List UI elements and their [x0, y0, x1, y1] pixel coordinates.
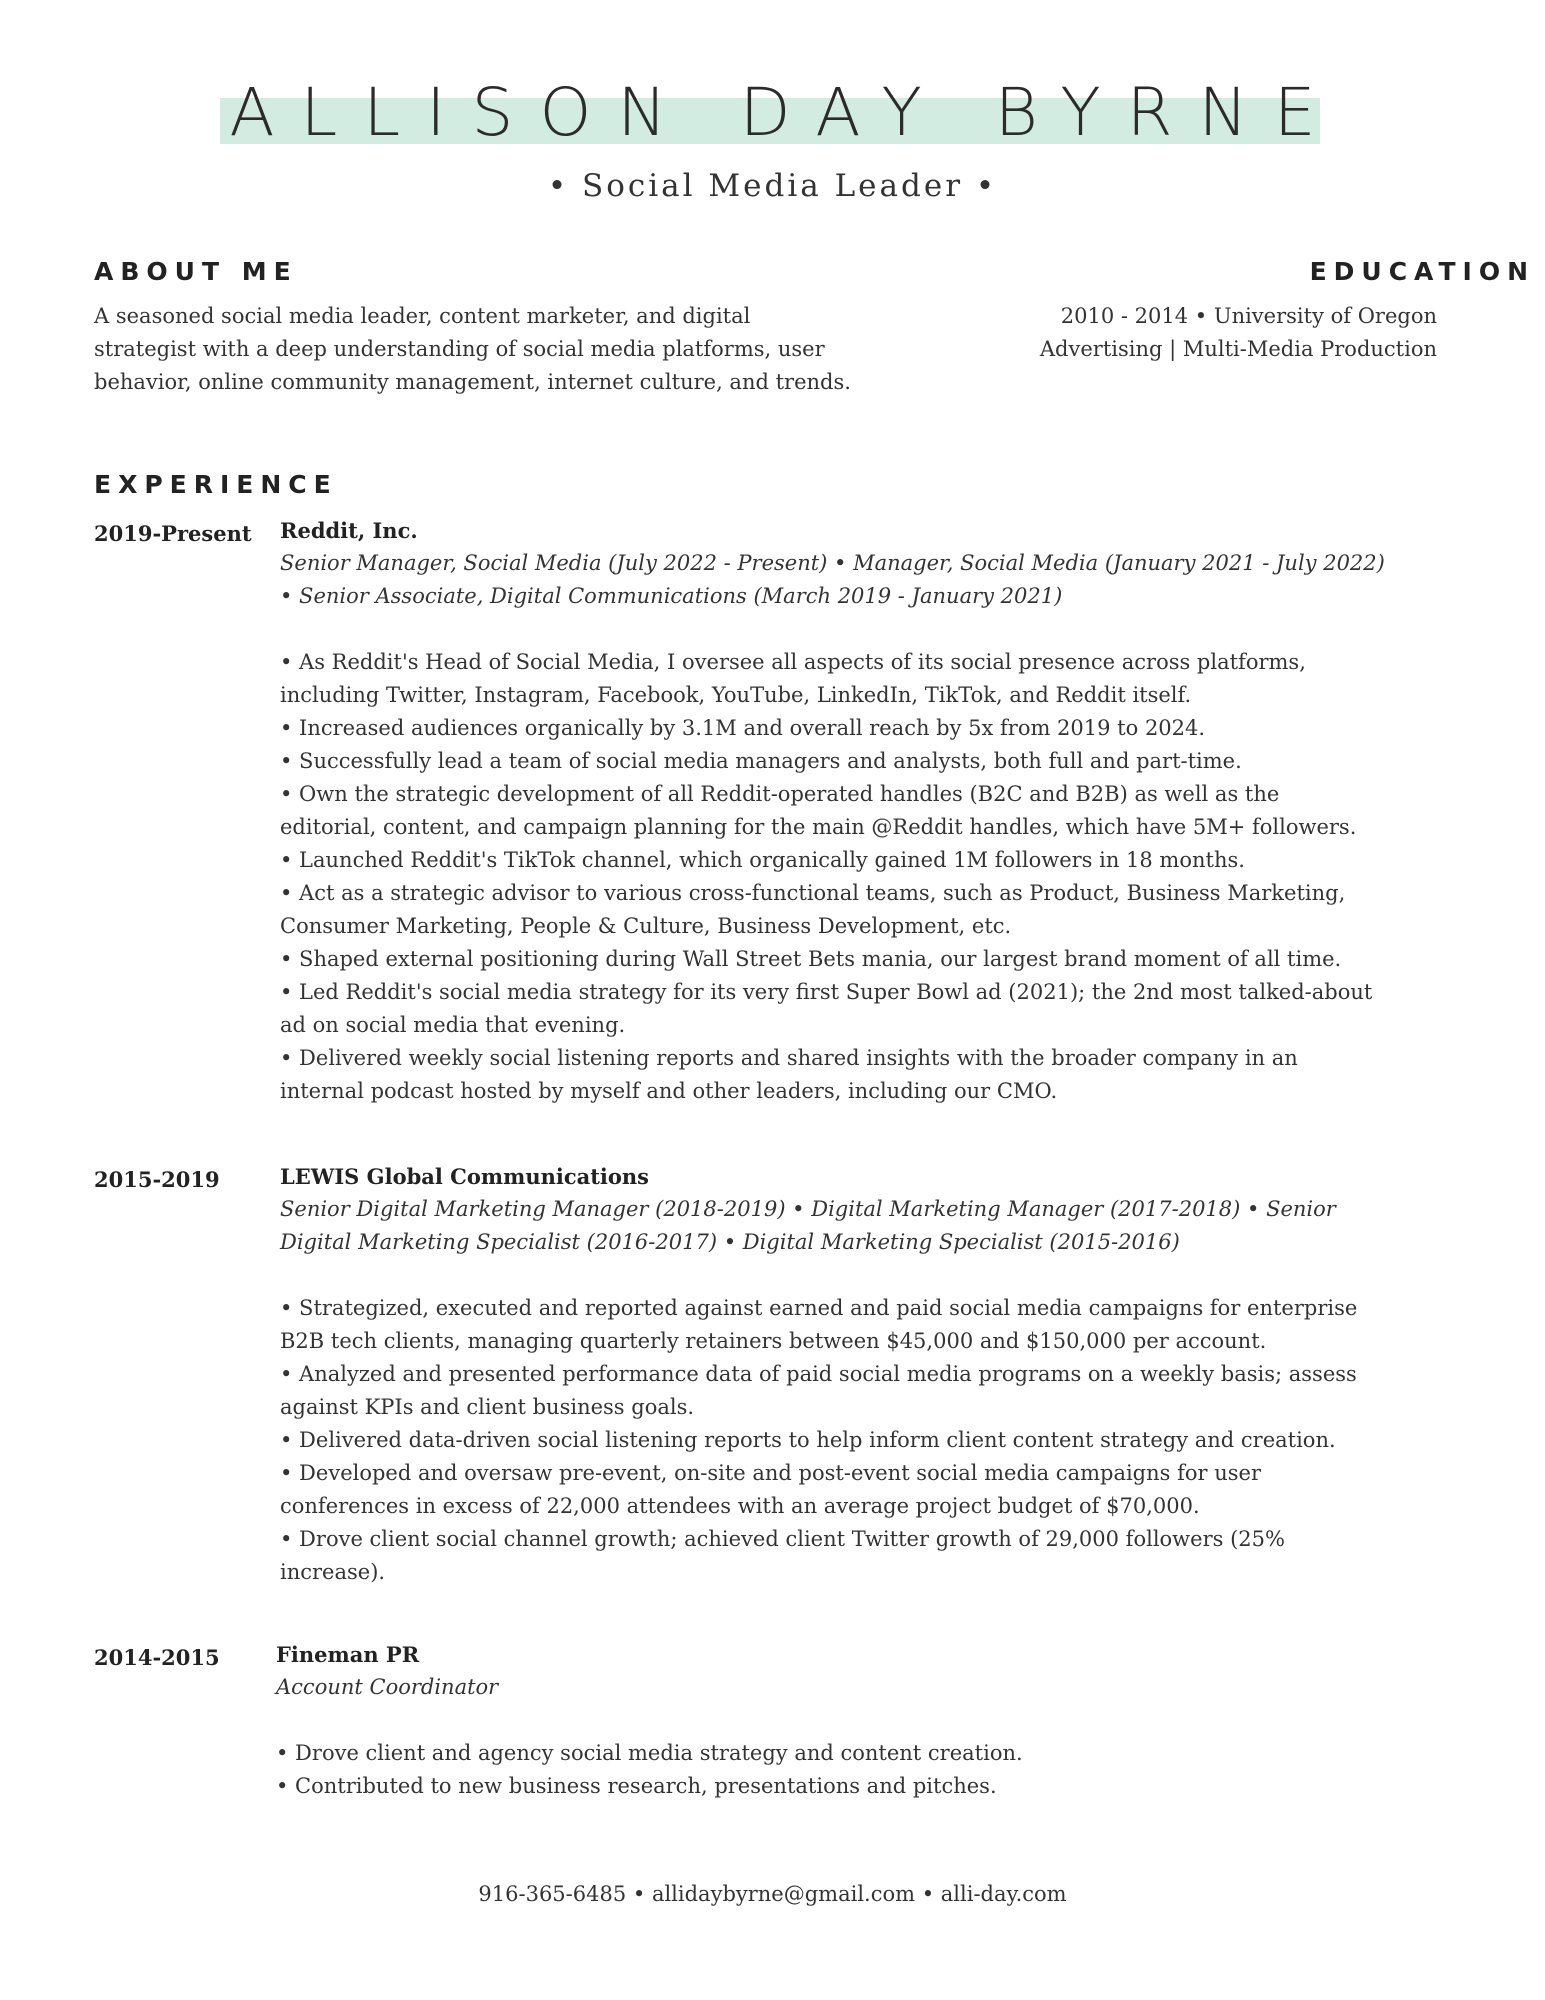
job-bullet-line: • Increased audiences organically by 3.1M and overall reach by 5x from 2019 to 2024.: [280, 716, 1206, 740]
job-company: Reddit, Inc.: [280, 518, 418, 543]
job-bullet-line: • Developed and oversaw pre-event, on-site and post-event social media campaigns for user: [280, 1461, 1262, 1485]
job-bullet-line: • Successfully lead a team of social media managers and analysts, both full and part-time.: [280, 749, 1242, 773]
name-header: [0, 74, 1545, 151]
job-bullet-line: • Led Reddit's social media strategy for its very first Super Bowl ad (2021); the 2nd most talked-about: [280, 980, 1373, 1004]
job-entry-fineman: [276, 1638, 1023, 1803]
education-line: 2010 - 2014 • University of Oregon: [1060, 304, 1437, 328]
job-company: LEWIS Global Communications: [280, 1164, 649, 1189]
education-text: [1040, 300, 1437, 366]
job-bullet-line: • Strategized, executed and reported against earned and paid social media campaigns for enterprise: [280, 1296, 1358, 1320]
job-bullet-line: • As Reddit's Head of Social Media, I oversee all aspects of its social presence across platforms,: [280, 650, 1306, 674]
job-bullet-line: Consumer Marketing, People & Culture, Business Development, etc.: [280, 914, 1012, 938]
education-line: Advertising | Multi-Media Production: [1039, 337, 1437, 361]
job-bullet-line: • Drove client and agency social media strategy and content creation.: [276, 1741, 1023, 1765]
job-bullet-line: internal podcast hosted by myself and other leaders, including our CMO.: [280, 1079, 1058, 1103]
about-line: strategist with a deep understanding of social media platforms, user: [94, 337, 825, 361]
job-role-line: Digital Marketing Specialist (2016-2017) • Digital Marketing Specialist (2015-2016): [280, 1230, 1180, 1254]
about-line: A seasoned social media leader, content marketer, and digital: [94, 304, 751, 328]
job-bullet-line: editorial, content, and campaign planning for the main @Reddit handles, which have 5M+ followers.: [280, 815, 1357, 839]
job-bullet-line: • Shaped external positioning during Wall Street Bets mania, our largest brand moment of all time.: [280, 947, 1342, 971]
job-bullet-line: • Launched Reddit's TikTok channel, which organically gained 1M followers in 18 months.: [280, 848, 1245, 872]
job-role-line: Account Coordinator: [276, 1675, 499, 1699]
job-bullet-line: • Own the strategic development of all Reddit-operated handles (B2C and B2B) as well as the: [280, 782, 1280, 806]
about-line: behavior, online community management, internet culture, and trends.: [94, 370, 851, 394]
about-text: [94, 300, 851, 399]
about-heading: ABOUT ME: [94, 257, 298, 286]
job-bullet-line: including Twitter, Instagram, Facebook, YouTube, LinkedIn, TikTok, and Reddit itself.: [280, 683, 1192, 707]
job-bullet-line: • Contributed to new business research, presentations and pitches.: [276, 1774, 997, 1798]
job-years: 2015-2019: [94, 1167, 220, 1192]
job-role-line: • Senior Associate, Digital Communications (March 2019 - January 2021): [280, 584, 1063, 608]
job-bullet-line: • Delivered weekly social listening reports and shared insights with the broader company in an: [280, 1046, 1298, 1070]
job-years: 2019-Present: [94, 521, 252, 546]
candidate-name: ALLISON DAY BYRNE: [229, 74, 1342, 151]
job-role-line: Senior Manager, Social Media (July 2022 - Present) • Manager, Social Media (January 2021 - July 2022): [280, 551, 1385, 575]
job-company: Fineman PR: [276, 1642, 420, 1667]
job-bullet-line: conferences in excess of 22,000 attendees with an average project budget of $70,000.: [280, 1494, 1200, 1518]
job-entry-reddit: [280, 514, 1385, 1108]
contact-info: 916-365-6485 • allidaybyrne@gmail.com • alli-day.com: [478, 1882, 1067, 1906]
job-role-line: Senior Digital Marketing Manager (2018-2019) • Digital Marketing Manager (2017-2018) • Senior: [280, 1197, 1336, 1221]
job-entry-lewis: [280, 1160, 1357, 1589]
experience-heading: EXPERIENCE: [94, 470, 338, 499]
job-bullet-line: • Analyzed and presented performance data of paid social media programs on a weekly basis; assess: [280, 1362, 1357, 1386]
job-bullet-line: against KPIs and client business goals.: [280, 1395, 695, 1419]
job-years: 2014-2015: [94, 1645, 220, 1670]
job-bullet-line: ad on social media that evening.: [280, 1013, 626, 1037]
job-bullet-line: increase).: [280, 1560, 386, 1584]
job-bullet-line: • Act as a strategic advisor to various cross-functional teams, such as Product, Business Marketing,: [280, 881, 1346, 905]
education-heading: EDUCATION: [1309, 257, 1535, 286]
job-bullet-line: • Drove client social channel growth; achieved client Twitter growth of 29,000 followers (25%: [280, 1527, 1285, 1551]
job-bullet-line: B2B tech clients, managing quarterly retainers between $45,000 and $150,000 per account.: [280, 1329, 1267, 1353]
candidate-title: • Social Media Leader •: [547, 168, 998, 204]
job-bullet-line: • Delivered data-driven social listening reports to help inform client content strategy and creation.: [280, 1428, 1336, 1452]
